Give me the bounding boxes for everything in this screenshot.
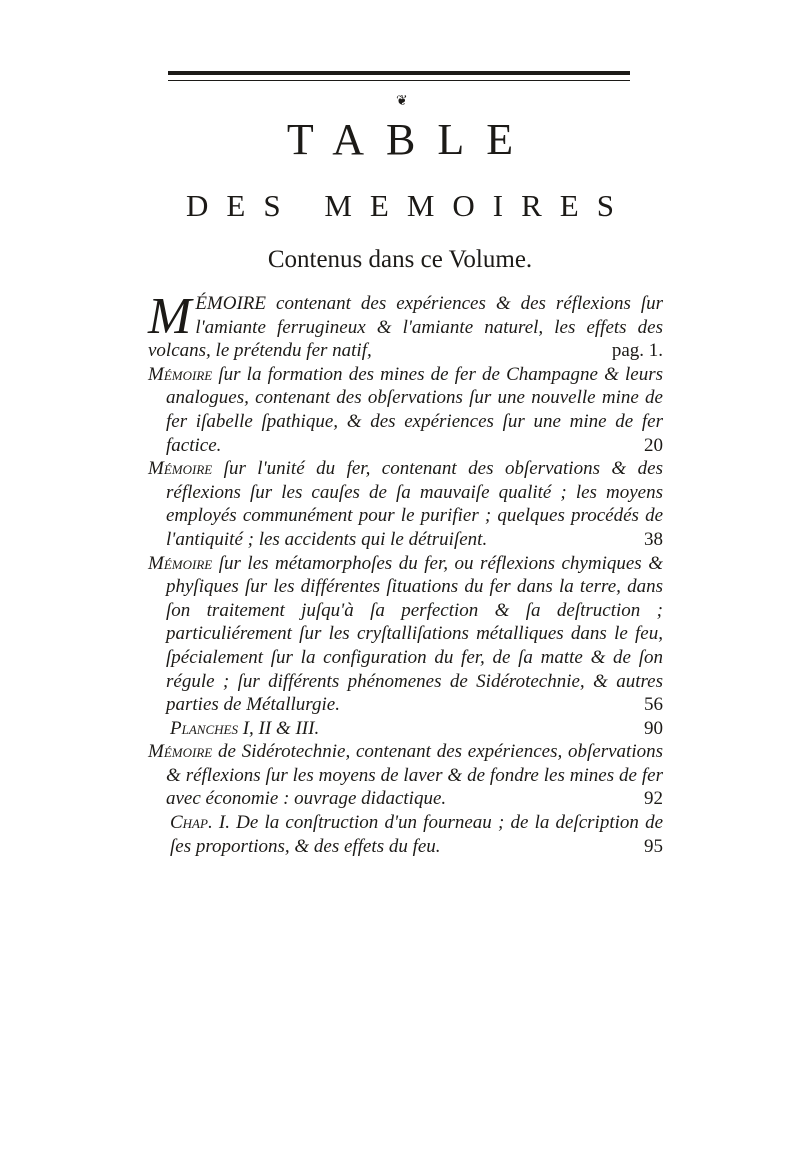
toc-sub-entry [148,811,663,858]
entry-lead: Mémoire [148,741,213,763]
drop-cap: M [148,288,192,345]
toc-entry [148,457,663,551]
header-rule-thick [168,71,630,75]
entry-text: ſur l'unité du fer, contenant des obſervations & des réflexions ſur les cauſes de ſa mauvaiſe qualité ; les moyens employés communément pour le purifier ; quelques procédés de l'antiquité ; les accidents qui le détruiſent. [166,458,663,550]
entry-page: 38 [644,528,663,550]
entry-page: 20 [644,434,663,456]
entry-lead: Planches [170,717,238,739]
entry-page: 95 [644,835,663,857]
entry-lead: Mémoire [148,363,213,385]
entry-page: 92 [644,788,663,810]
entry-text: ſur la formation des mines de fer de Champagne & leurs analogues, contenant des obſervations ſur une nouvelle mine de fer iſabelle ſpathique, & des expériences ſur une mine de fer factice. [166,363,663,456]
toc-entry [148,740,663,811]
entry-text: contenant des expériences & des réflexions ſur l'amiante ferrugineux & l'amiante naturel, les effets des volcans, le prétendu fer natif, [148,293,663,362]
ornament-icon: ❦ [396,93,408,109]
toc-entry [148,288,663,363]
toc-sub-entry [148,717,663,741]
entry-text: I, II & III. [237,717,320,739]
entry-page: 90 [644,717,663,739]
page-title: TABLE [286,115,536,164]
entry-page: 56 [644,694,663,716]
entry-lead: Mémoire [148,458,213,480]
header-rule-thin [168,80,630,81]
page-subtitle: DES MEMOIRES [186,188,632,223]
entry-page: pag. 1. [611,340,663,362]
entry-text: ſur les métamorphoſes du fer, ou réflexions chymiques & phyſiques ſur les différentes ſituations du fer dans la terre, dans ſon traitement juſqu'à ſa perfection & ſa deſtruction ; particuliérement ſur les cryſtalliſations métalliques dans le feu, ſpécialement ſur la configuration du fer, de ſa matte & de ſon régule ; ſur différents phénomenes de Sidérotechnie, & autres parties de Métallurgie. [166,552,663,716]
entry-lead: Chap. [170,812,213,834]
entry-text: I. De la conſtruction d'un fourneau ; de la deſcription de ſes proportions, & des effets du feu. [170,812,663,857]
entry-lead: ÉMOIRE [195,293,267,314]
table-of-contents [148,288,663,858]
toc-entry [148,363,663,457]
entry-text: de Sidérotechnie, contenant des expériences, obſervations & réflexions ſur les moyens de laver & de fondre les mines de fer avec économie : ouvrage didactique. [166,741,663,810]
toc-entry [148,552,663,717]
entry-lead: Mémoire [148,552,213,574]
page-caption: Contenus dans ce Volume. [267,246,533,273]
